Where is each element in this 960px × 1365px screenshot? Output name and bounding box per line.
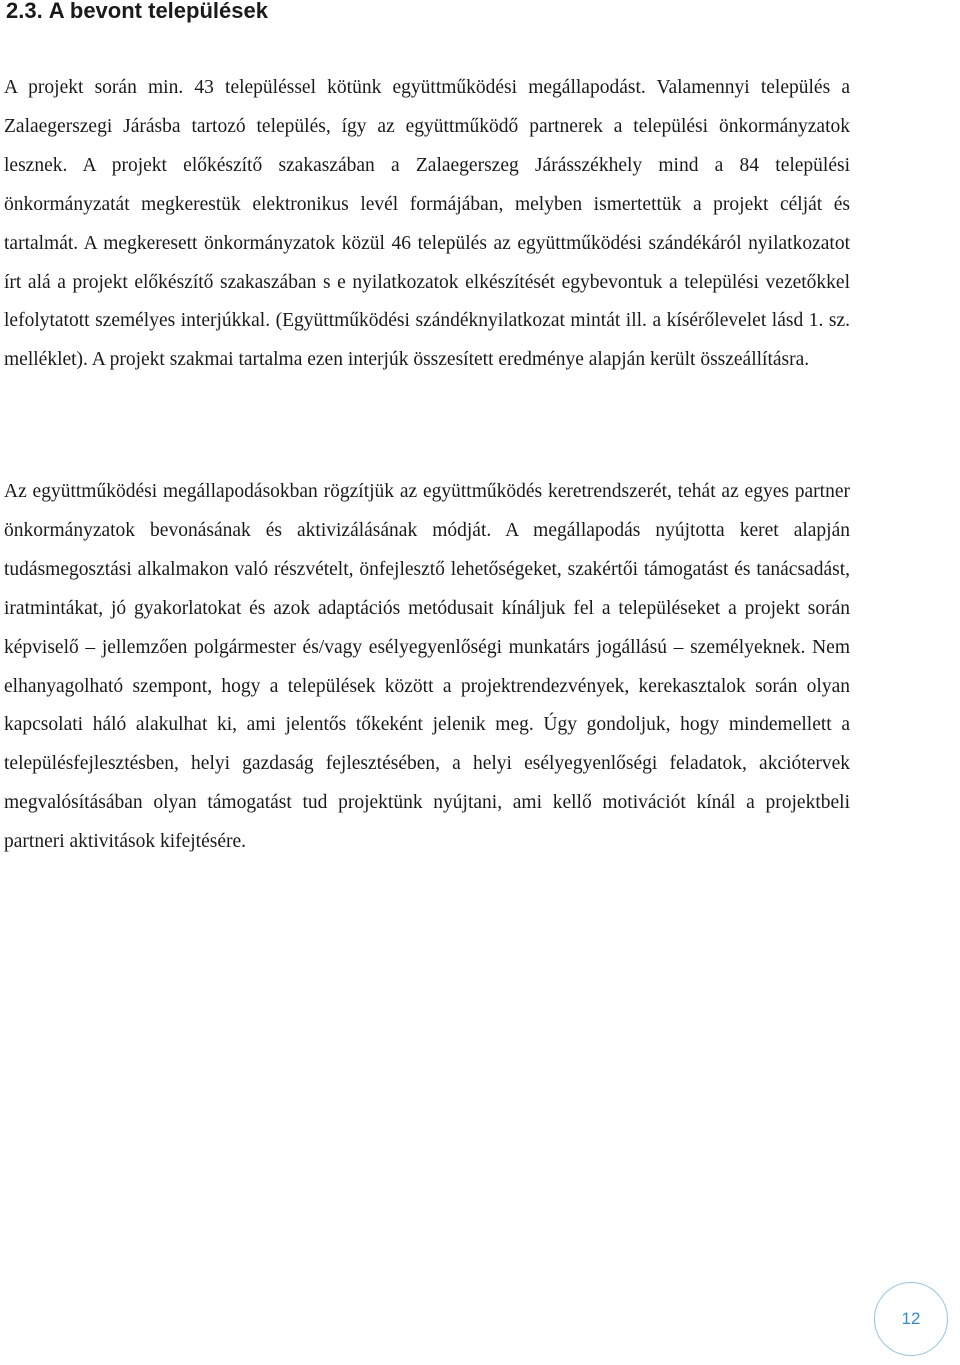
page-number: 12 [901,1309,921,1328]
body-paragraph-2: Az együttműködési megállapodásokban rögzítjük az együttműködés keretrendszerét, tehát az egyes partner önkormányzatok bevonásának és aktivizálásának módját. A megállapodás nyújtotta keret alapján tudásmegosztási alkalmakon való részvételt, önfejlesztő lehetőségeket, szakértői támogatást és tanácsadást, iratmintákat, jó gyakorlatokat és azok adaptációs metódusait kínáljuk fel a településeket a projekt során képviselő – jellemzően polgármester és/vagy esélyegyenlőségi munkatárs jogállású – személyeknek. Nem elhanyagolható szempont, hogy a települések között a projektrendezvények, kerekasztalok során olyan kapcsolati háló alakulhat ki, ami jelentős tőkeként jelenik meg. Úgy gondoljuk, hogy mindemellett a településfejlesztésben, helyi gazdaság fejlesztésében, a helyi esélyegyenlőségi feladatok, akciótervek megvalósításában olyan támogatást tud projektünk nyújtani, ami kellő motivációt kínál a projektbeli partneri aktivitások kifejtésére. [4,481,850,853]
section-heading [6,0,268,26]
page-number-badge [874,1282,948,1356]
section-title: A bevont települések [48,0,268,23]
body-paragraph-1: A projekt során min. 43 településsel kötünk együttműködési megállapodást. Valamennyi település a Zalaegerszegi Járásba tartozó település, így az együttműködő partnerek a települési önkormányzatok lesznek. A projekt előkészítő szakaszában a Zalaegerszeg Járásszékhely mind a 84 települési önkormányzatát megkerestük elektronikus levél formájában, melyben ismertettük a projekt célját és tartalmát. A megkeresett önkormányzatok közül 46 település az együttműködési szándékáról nyilatkozatot írt alá a projekt előkészítő szakaszában s e nyilatkozatok elkészítését egybevontuk a települési vezetőkkel lefolytatott személyes interjúkkal. (Együttműködési szándéknyilatkozat mintát ill. a kísérőlevelet lásd 1. sz. melléklet). A projekt szakmai tartalma ezen interjúk összesített eredménye alapján került összeállításra. [4,77,850,371]
section-number: 2.3. [6,0,43,23]
